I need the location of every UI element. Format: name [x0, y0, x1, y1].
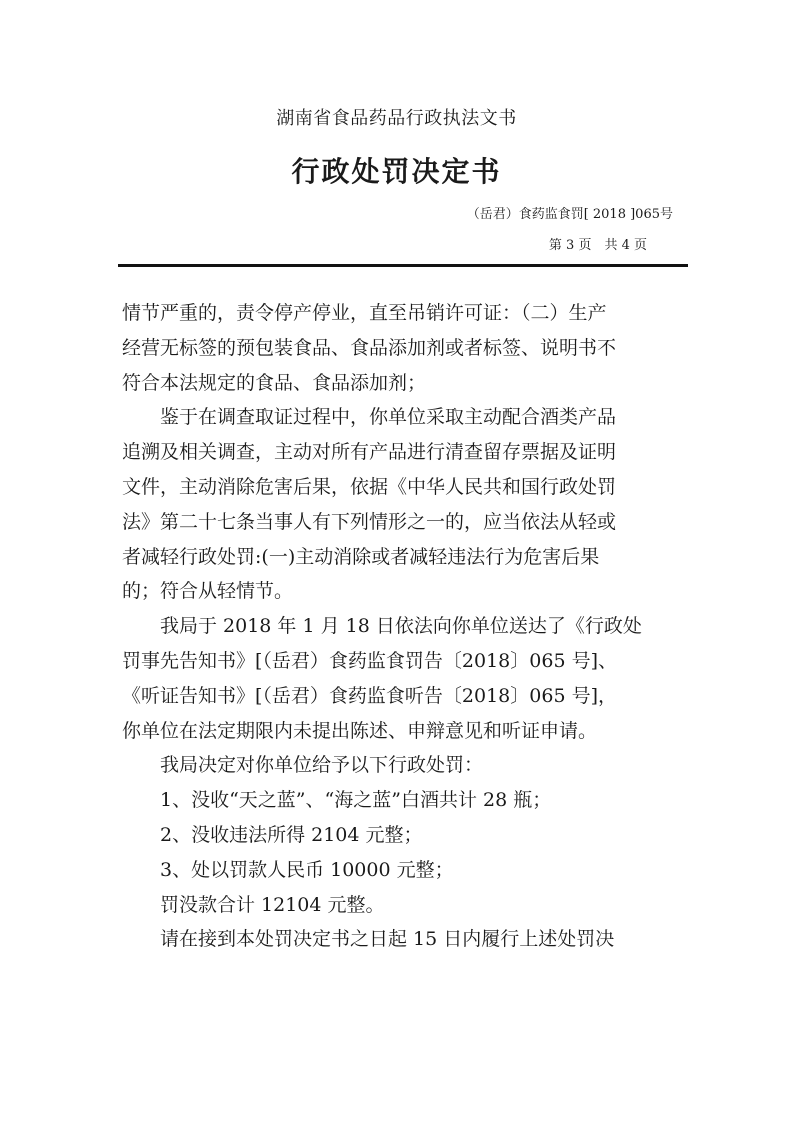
body-line: 我局于 2018 年 1 月 18 日依法向你单位送达了《行政处: [122, 615, 642, 638]
document-title: 行政处罚决定书: [291, 155, 502, 188]
document-body: [122, 296, 678, 957]
document-number: （岳君）食药监食罚[ 2018 ]065号: [466, 207, 673, 222]
body-line: 符合本法规定的食品、食品添加剂；: [122, 371, 427, 394]
body-line: 法》第二十七条当事人有下列情形之一的，应当依法从轻或: [122, 510, 617, 533]
body-line: 情节严重的，责令停产停业，直至吊销许可证：（二）生产: [122, 302, 607, 324]
body-line: 2、没收违法所得 2104 元整；: [122, 823, 423, 846]
body-line: 经营无标签的预包装食品、食品添加剂或者标签、说明书不: [122, 336, 617, 359]
body-line: 者减轻行政处罚:(一)主动消除或者减轻违法行为危害后果: [122, 545, 600, 568]
body-line: 3、处以罚款人民币 10000 元整；: [122, 858, 454, 881]
body-line: 请在接到本处罚决定书之日起 15 日内履行上述处罚决: [122, 928, 615, 951]
header-divider: [118, 264, 688, 267]
body-line: 罚事先告知书》[（岳君）食药监食罚告〔2018〕065 号]、: [122, 649, 617, 672]
body-line: 鉴于在调查取证过程中，你单位采取主动配合酒类产品: [122, 406, 617, 429]
body-line: 的；符合从轻情节。: [122, 580, 294, 603]
body-line: 1、没收“天之蓝”、“海之蓝”白酒共计 28 瓶；: [122, 789, 552, 812]
body-line: 文件，主动消除危害后果，依据《中华人民共和国行政处罚: [122, 475, 617, 498]
body-line: 追溯及相关调查，主动对所有产品进行清查留存票据及证明: [122, 441, 617, 464]
body-line: 你单位在法定期限内未提出陈述、申辩意见和听证申请。: [122, 719, 598, 742]
body-line: 《听证告知书》[（岳君）食药监食听告〔2018〕065 号]，: [122, 684, 617, 707]
body-line: 我局决定对你单位给予以下行政处罚：: [122, 754, 484, 777]
issuing-authority: 湖南省食品药品行政执法文书: [276, 108, 517, 129]
body-line: 罚没款合计 12104 元整。: [122, 893, 385, 916]
page-number: 第 3 页 共 4 页: [548, 238, 647, 253]
